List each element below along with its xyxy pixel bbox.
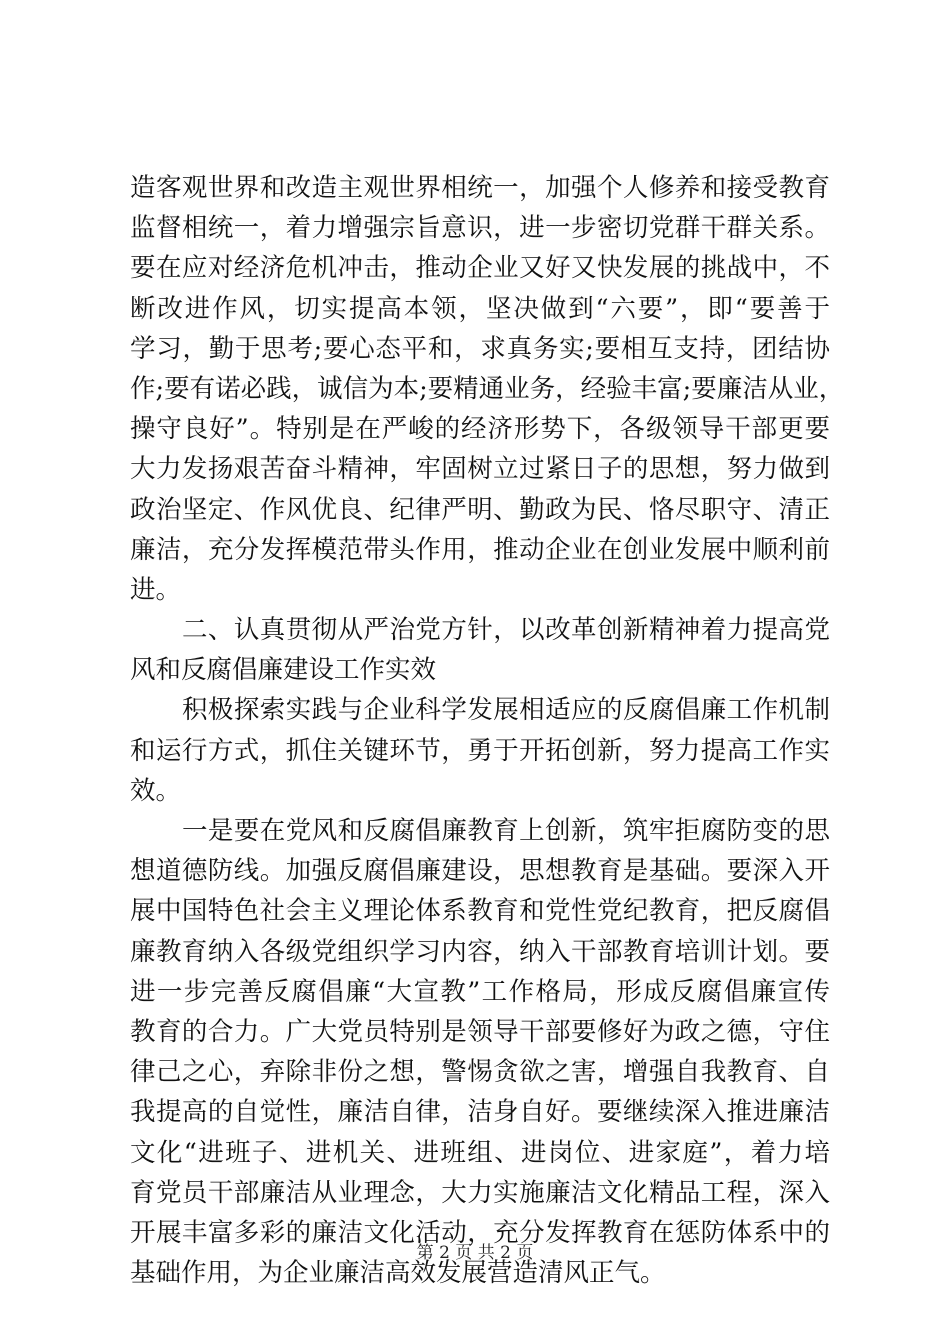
section-heading-line: 二、认真贯彻从严治党方针，以改革创新精神着力提高党 <box>182 615 830 646</box>
text-line: 开展丰富多彩的廉洁文化活动，充分发挥教育在惩防体系中的 <box>130 1217 830 1248</box>
text-line: 操守良好”。特别是在严峻的经济形势下，各级领导干部更要 <box>130 414 830 445</box>
text-line: 断改进作风，切实提高本领，坚决做到“六要”，即“要善于 <box>130 293 830 324</box>
text-line: 监督相统一，着力增强宗旨意识，进一步密切党群干群关系。 <box>130 213 830 244</box>
text-line: 基础作用，为企业廉洁高效发展营造清风正气。 <box>130 1258 666 1289</box>
section-heading-line: 风和反腐倡廉建设工作实效 <box>130 655 437 686</box>
text-line: 大力发扬艰苦奋斗精神，牢固树立过紧日子的思想，努力做到 <box>130 454 830 485</box>
text-line: 积极探索实践与企业科学发展相适应的反腐倡廉工作机制 <box>182 695 830 726</box>
text-line: 政治坚定、作风优良、纪律严明、勤政为民、恪尽职守、清正 <box>130 494 830 525</box>
document-body <box>130 168 845 1293</box>
text-line: 效。 <box>130 775 182 806</box>
text-line: 廉洁，充分发挥模范带头作用，推动企业在创业发展中顺利前 <box>130 534 830 565</box>
page-footer <box>0 1242 950 1264</box>
text-line: 想道德防线。加强反腐倡廉建设，思想教育是基础。要深入开 <box>130 856 830 887</box>
text-line: 我提高的自觉性，廉洁自律，洁身自好。要继续深入推进廉洁 <box>130 1097 830 1128</box>
text-line: 学习，勤于思考;要心态平和，求真务实;要相互支持，团结协 <box>130 333 830 364</box>
text-line: 展中国特色社会主义理论体系教育和党性党纪教育，把反腐倡 <box>130 896 830 927</box>
text-line: 进一步完善反腐倡廉“大宣教”工作格局，形成反腐倡廉宣传 <box>130 976 830 1007</box>
page-number-label: 第 2 页 共 2 页 <box>416 1243 534 1263</box>
text-line: 廉教育纳入各级党组织学习内容，纳入干部教育培训计划。要 <box>130 936 830 967</box>
text-line: 进。 <box>130 574 182 605</box>
text-line: 一是要在党风和反腐倡廉教育上创新，筑牢拒腐防变的思 <box>182 816 830 846</box>
text-line: 作;要有诺必践，诚信为本;要精通业务，经验丰富;要廉洁从业， <box>130 373 845 404</box>
text-line: 育党员干部廉洁从业理念，大力实施廉洁文化精品工程，深入 <box>130 1177 830 1208</box>
text-line: 律己之心，弃除非份之想，警惕贪欲之害，增强自我教育、自 <box>130 1057 830 1088</box>
text-line: 教育的合力。广大党员特别是领导干部要修好为政之德，守住 <box>130 1016 830 1047</box>
text-line: 要在应对经济危机冲击，推动企业又好又快发展的挑战中，不 <box>130 253 830 284</box>
text-line: 和运行方式，抓住关键环节，勇于开拓创新，努力提高工作实 <box>130 735 830 766</box>
text-line: 文化“进班子、进机关、进班组、进岗位、进家庭”，着力培 <box>130 1137 830 1168</box>
text-line: 造客观世界和改造主观世界相统一，加强个人修养和接受教育 <box>130 173 830 203</box>
